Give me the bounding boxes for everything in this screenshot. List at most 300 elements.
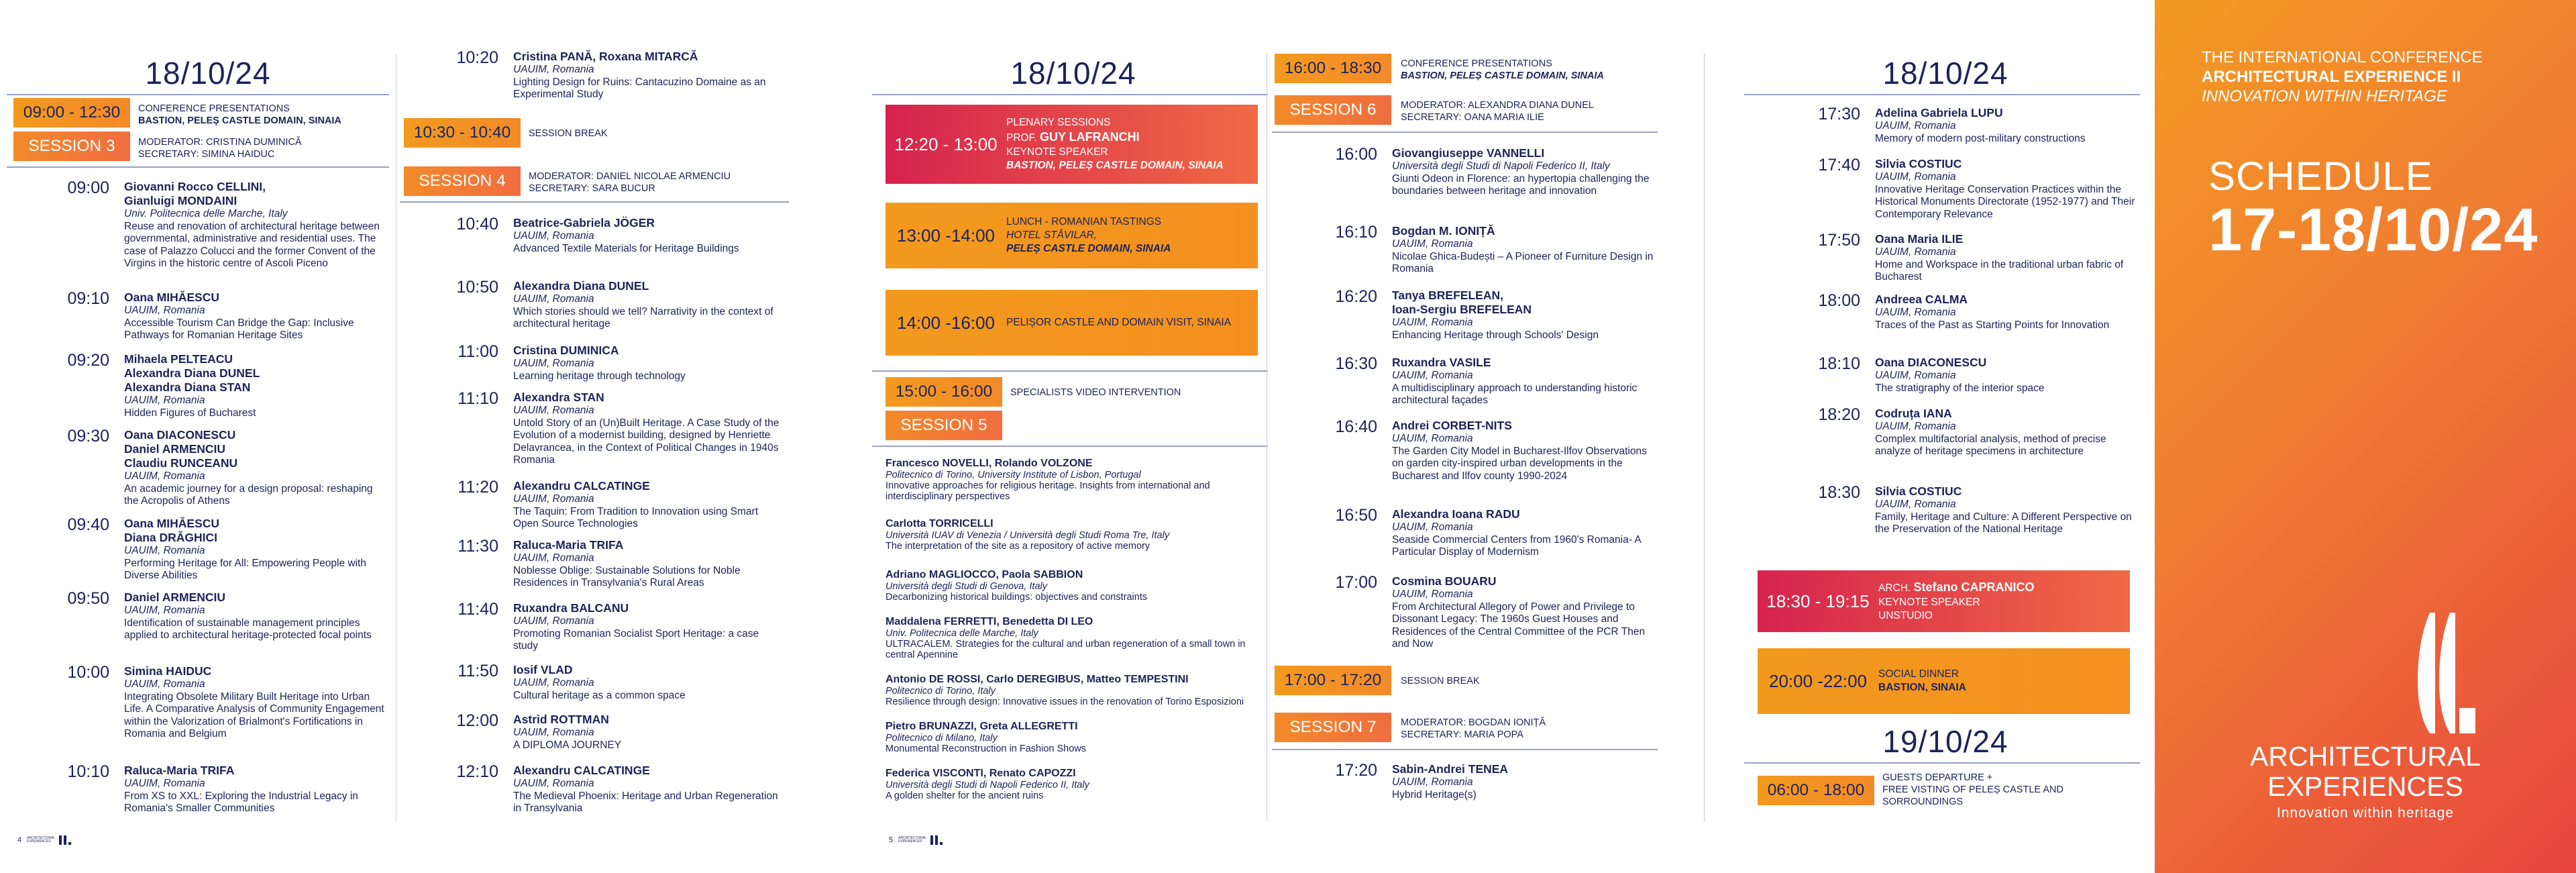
speaker-authors: Pietro BRUNAZZI, Greta ALLEGRETTI	[885, 721, 1078, 732]
talk-time: 16:30	[1335, 354, 1377, 373]
talk-affiliation: UAUIM, Romania	[513, 230, 594, 242]
talk-time: 17:40	[1818, 156, 1860, 174]
talk-affiliation: Univ. Politecnica delle Marche, Italy	[124, 208, 288, 219]
talk-affiliation: UAUIM, Romania	[1392, 776, 1473, 788]
talk-body	[1875, 407, 2137, 458]
dinner-block	[1758, 648, 2130, 714]
session5-label: SESSION 5	[885, 411, 1002, 440]
break1-label: SESSION BREAK	[529, 128, 608, 139]
talk-entry	[1771, 106, 2137, 145]
talk-authors: Silvia COSTIUC	[1875, 157, 1962, 170]
talk-affiliation: UAUIM, Romania	[1392, 521, 1473, 533]
schedule-heading: SCHEDULE	[2208, 154, 2433, 199]
visit-block	[885, 290, 1258, 356]
talk-time: 16:40	[1335, 417, 1377, 436]
talk-affiliation: UAUIM, Romania	[1875, 171, 1956, 183]
keynote-time: 18:30 - 19:15	[1766, 590, 1870, 611]
talk-time: 11:20	[458, 478, 498, 497]
talk-entry	[1288, 507, 1656, 559]
conference-line1: THE INTERNATIONAL CONFERENCE	[2202, 48, 2483, 66]
talk-authors: Beatrice-Gabriela JÖGER	[513, 216, 655, 229]
dinner-time: 20:00 -22:00	[1768, 670, 1867, 691]
talk-affiliation: UAUIM, Romania	[1392, 238, 1473, 250]
talk-authors: Alexandra STAN	[513, 391, 604, 404]
divider	[1272, 749, 1658, 750]
talk-title: Complex multifactorial analysis, method of precise analyze of heritage specimens in architecture	[1875, 433, 2106, 458]
talk-title: Enhancing Heritage through Schools' Design	[1392, 329, 1599, 341]
talk-title: Identification of sustainable management principles applied to architectural heritage-protected focal points	[124, 617, 372, 641]
talk-body	[513, 538, 785, 590]
page-number: 4	[17, 836, 22, 844]
talk-time: 16:00	[1335, 145, 1377, 164]
talk-entry	[1771, 232, 2137, 284]
talk-body	[513, 663, 785, 702]
page-right-date: 18/10/24	[1882, 56, 2008, 91]
talk-body	[124, 664, 386, 741]
talk-authors: Astrid ROTTMAN	[513, 713, 609, 726]
talk-affiliation: UAUIM, Romania	[124, 778, 205, 789]
talk-body	[124, 428, 386, 508]
speaker-authors: Federica VISCONTI, Renato CAPOZZI	[885, 768, 1076, 779]
talk-affiliation: UAUIM, Romania	[124, 470, 205, 482]
talk-entry	[409, 50, 785, 101]
talk-title: The Medieval Phoenix: Heritage and Urban Regeneration in Transylvania	[513, 790, 778, 815]
keynote-prefix: ARCH.	[1878, 582, 1914, 595]
talk-affiliation: UAUIM, Romania	[1875, 499, 1956, 510]
talk-title: Advanced Textile Materials for Heritage Buildings	[513, 242, 739, 254]
talk-title: An academic journey for a design proposal: reshaping the Acropolis of Athens	[124, 482, 373, 507]
talk-affiliation: UAUIM, Romania	[1875, 421, 1956, 432]
speaker-affiliation: Politecnico di Torino, Italy	[885, 686, 996, 697]
speaker-title: ULTRACALEM. Strategies for the cultural and urban regeneration of a small town in central Apennine	[885, 639, 1246, 660]
talk-authors: Giovangiuseppe VANNELLI	[1392, 146, 1545, 160]
talk-body	[1392, 146, 1656, 198]
talk-time: 10:10	[67, 762, 109, 781]
talk-title: Innovative Heritage Conservation Practices within the Historical Monuments Directorate (1952-1977) and Their Contemporary Relevance	[1875, 183, 2135, 220]
talk-body	[513, 764, 785, 815]
talk-entry	[20, 352, 386, 419]
talk-time: 17:00	[1335, 573, 1377, 592]
lunch-line2: HOTEL STÂVILAR,	[1006, 229, 1097, 241]
talk-title: Giunti Odeon in Florence: an hypertopia challenging the boundaries between heritage and innovation	[1392, 172, 1650, 197]
departure-time: 06:00 - 18:00	[1758, 776, 1874, 805]
talk-body	[1392, 507, 1656, 559]
plenary-block	[885, 105, 1258, 184]
speaker-authors: Antonio DE ROSSI, Carlo DEREGIBUS, Matteo TEMPESTINI	[885, 674, 1189, 685]
talk-entry	[1771, 484, 2137, 536]
break2-label: SESSION BREAK	[1401, 676, 1480, 686]
talk-time: 11:50	[458, 662, 498, 680]
visit-time: 14:00 -16:00	[896, 312, 995, 333]
session3-label: SESSION 3	[13, 132, 130, 161]
talk-title: Learning heritage through technology	[513, 370, 686, 382]
divider	[7, 94, 389, 95]
talk-authors: Oana MIHĂESCU	[124, 291, 219, 304]
talk-body	[1392, 289, 1656, 342]
talk-time: 17:20	[1335, 761, 1377, 780]
divider	[872, 446, 1268, 447]
speaker-title: A golden shelter for the ancient ruins	[885, 790, 1044, 801]
talk-authors: Alexandra Ioana RADU	[1392, 507, 1520, 521]
divider	[400, 201, 789, 203]
talk-authors: Oana MIHĂESCU Diana DRĂGHICI	[124, 517, 219, 544]
session4-label: SESSION 4	[404, 166, 521, 196]
talk-authors: Oana Maria ILIE	[1875, 232, 1964, 246]
speaker-entry	[885, 518, 1261, 552]
footer-brand: ARCHITECTURAL EXPERIENCES	[27, 836, 55, 843]
brand-tagline: Innovation within heritage	[2276, 805, 2455, 821]
departure-line1: GUESTS DEPARTURE +	[1882, 772, 1993, 783]
talk-affiliation: UAUIM, Romania	[513, 615, 594, 627]
talk-authors: Cristina PANĂ, Roxana MITARCĂ	[513, 50, 698, 63]
talk-body	[513, 344, 785, 382]
talk-time: 18:20	[1818, 405, 1860, 424]
talk-time: 18:10	[1818, 354, 1860, 373]
talk-authors: Alexandru CALCATINGE	[513, 764, 650, 777]
keynote-block	[1758, 570, 2130, 632]
brand-line2: EXPERIENCES	[2267, 771, 2463, 803]
talk-body	[513, 50, 785, 101]
speaker-affiliation: Università degli Studi di Genova, Italy	[885, 581, 1047, 592]
talk-entry	[409, 601, 785, 653]
talk-title: A multidisciplinary approach to understanding historic architectural façades	[1392, 382, 1638, 407]
talk-entry	[1771, 293, 2137, 331]
talk-authors: Simina HAIDUC	[124, 664, 212, 678]
talk-entry	[409, 538, 785, 590]
divider	[1744, 762, 2140, 764]
lunch-desc	[1006, 215, 1171, 256]
talk-affiliation: UAUIM, Romania	[1392, 370, 1473, 381]
plenary-speaker: GUY LAFRANCHI	[1039, 130, 1140, 144]
talk-title: A DIPLOMA JOURNEY	[513, 739, 622, 751]
talk-title: From XS to XXL: Exploring the Industrial Legacy in Romania's Smaller Communities	[124, 790, 358, 815]
brand-line1: ARCHITECTURAL	[2250, 741, 2481, 772]
talk-body	[124, 764, 386, 815]
talk-affiliation: UAUIM, Romania	[513, 727, 594, 738]
talk-authors: Raluca-Maria TRIFA	[513, 538, 624, 552]
talk-body	[1875, 157, 2137, 221]
talk-time: 11:30	[458, 537, 498, 556]
talk-entry	[409, 764, 785, 815]
talk-body	[1875, 232, 2137, 284]
talk-title: Lighting Design for Ruins: Cantacuzino Domaine as an Experimental Study	[513, 76, 766, 101]
talk-entry	[20, 517, 386, 582]
talk-affiliation: UAUIM, Romania	[513, 778, 594, 789]
keynote-line2: KEYNOTE SPEAKER	[1878, 596, 1980, 608]
talk-title: Nicolae Ghica-Budești – A Pioneer of Furniture Design in Romania	[1392, 250, 1654, 275]
talk-authors: Silvia COSTIUC	[1875, 484, 1962, 498]
talk-body	[513, 216, 785, 255]
talk-authors: Giovanni Rocco CELLINI, Gianluigi MONDAINI	[124, 180, 266, 207]
talk-entry	[1288, 289, 1656, 342]
talk-affiliation: UAUIM, Romania	[513, 405, 594, 416]
departure-line3: SORROUNDINGS	[1882, 797, 1964, 808]
speaker-authors: Carlotta TORRICELLI	[885, 518, 994, 529]
session7-label: SESSION 7	[1275, 713, 1391, 742]
plenary-desc	[1006, 116, 1224, 172]
footer-mid	[889, 835, 943, 845]
talk-entry	[1288, 762, 1656, 801]
talk-body	[1875, 484, 2137, 536]
talk-entry	[1771, 407, 2137, 458]
break1-time: 10:30 - 10:40	[404, 118, 521, 148]
block16-desc	[1401, 58, 1604, 82]
divider	[1744, 94, 2140, 95]
talk-entry	[409, 391, 785, 467]
talk-time: 09:30	[67, 427, 109, 446]
talk-title: Family, Heritage and Culture: A Different Perspective on the Preservation of the National Heritage	[1875, 511, 2132, 535]
block1-line2: BASTION, PELEȘ CASTLE DOMAIN, SINAIA	[138, 115, 341, 127]
talk-authors: Adelina Gabriela LUPU	[1875, 106, 2003, 119]
session3-desc	[138, 136, 302, 160]
talk-authors: Tanya BREFELEAN, Ioan-Sergiu BREFELEAN	[1392, 289, 1532, 316]
talk-authors: Raluca-Maria TRIFA	[124, 764, 235, 777]
talk-entry	[20, 664, 386, 741]
talk-authors: Iosif VLAD	[513, 663, 573, 676]
talk-title: Seaside Commercial Centers from 1960's Romania- A Particular Display of Modernism	[1392, 533, 1641, 558]
talk-title: Hybrid Heritage(s)	[1392, 788, 1477, 801]
speaker-affiliation: Politecnico di Torino, University Institute of Lisbon, Portugal	[885, 470, 1141, 480]
talk-time: 10:40	[456, 215, 498, 234]
talk-time: 09:50	[67, 589, 109, 608]
talk-entry	[409, 479, 785, 531]
session7-moderator: MODERATOR: BOGDAN IONIȚĂ	[1401, 717, 1546, 728]
video-label: SPECIALISTS VIDEO INTERVENTION	[1010, 387, 1181, 398]
session4-desc	[529, 170, 731, 195]
talk-authors: Oana DIACONESCU	[1875, 356, 1987, 369]
talk-title: The Taquin: From Tradition to Innovation using Smart Open Source Technologies	[513, 505, 759, 530]
talk-time: 09:20	[67, 351, 109, 370]
talk-time: 10:00	[67, 663, 109, 682]
keynote-line3: UNSTUDIO	[1878, 609, 1933, 621]
talk-affiliation: UAUIM, Romania	[1875, 370, 1956, 381]
speaker-entry	[885, 674, 1261, 707]
session6-secretary: SECRETARY: OANA MARIA ILIE	[1401, 112, 1544, 123]
logo-icon	[59, 835, 71, 845]
talk-time: 17:30	[1818, 105, 1860, 123]
talk-time: 11:10	[458, 389, 498, 408]
cover-panel	[2155, 0, 2576, 873]
speaker-entry	[885, 768, 1261, 801]
footer-left	[17, 835, 71, 845]
session6-label: SESSION 6	[1275, 95, 1391, 125]
talk-time: 11:40	[458, 600, 498, 619]
talk-time: 12:00	[456, 711, 498, 730]
plenary-time: 12:20 - 13:00	[894, 134, 998, 154]
page-mid-date: 18/10/24	[1010, 56, 1136, 91]
talk-entry	[20, 180, 386, 270]
talk-authors: Bogdan M. IONIȚĂ	[1392, 224, 1495, 238]
divider	[872, 370, 1268, 372]
talk-affiliation: UAUIM, Romania	[513, 493, 594, 505]
dinner-desc	[1878, 668, 1966, 695]
talk-authors: Cristina DUMINICA	[513, 344, 619, 357]
talk-title: Home and Workspace in the traditional urban fabric of Bucharest	[1875, 258, 2124, 283]
talk-authors: Alexandru CALCATINGE	[513, 479, 650, 493]
talk-title: From Architectural Allegory of Power and Privilege to Dissonant Legacy: The 1960s Guest Houses and Residences of the Central Committee of the PCR Then and Now	[1392, 601, 1646, 650]
talk-authors: Cosmina BOUARU	[1392, 574, 1497, 588]
conference-line2: ARCHITECTURAL EXPERIENCE II	[2202, 67, 2461, 86]
column-divider	[1704, 54, 1705, 822]
talk-affiliation: UAUIM, Romania	[124, 395, 205, 406]
talk-title: The stratigraphy of the interior space	[1875, 382, 2045, 394]
talk-body	[1392, 419, 1656, 482]
speaker-affiliation: Politecnico di Milano, Italy	[885, 733, 998, 743]
footer-brand: ARCHITECTURAL EXPERIENCES	[898, 836, 926, 843]
talk-affiliation: UAUIM, Romania	[1392, 588, 1473, 600]
speaker-entry	[885, 458, 1261, 502]
plenary-line3: KEYNOTE SPEAKER	[1006, 146, 1108, 158]
talk-title: Memory of modern post-military constructions	[1875, 132, 2086, 144]
plenary-venue: BASTION, PELEȘ CASTLE DOMAIN, SINAIA	[1006, 159, 1224, 171]
divider	[7, 166, 389, 168]
speaker-title: Innovative approaches for religious heritage. Insights from international and interdisciplinary perspectives	[885, 480, 1210, 502]
talk-affiliation: UAUIM, Romania	[124, 678, 205, 690]
block16-line2: BASTION, PELEȘ CASTLE DOMAIN, SINAIA	[1401, 70, 1604, 82]
talk-body	[124, 517, 386, 582]
talk-entry	[20, 291, 386, 342]
session7-desc	[1401, 717, 1546, 741]
talk-body	[1392, 356, 1656, 407]
brand-name	[2155, 741, 2576, 802]
talk-authors: Andrei CORBET-NITS	[1392, 419, 1512, 432]
block16-line1: CONFERENCE PRESENTATIONS	[1401, 58, 1552, 69]
talk-time: 16:20	[1335, 287, 1377, 306]
speaker-authors: Adriano MAGLIOCCO, Paola SABBION	[885, 569, 1083, 580]
talk-time: 12:10	[456, 762, 498, 781]
talk-authors: Oana DIACONESCU Daniel ARMENCIU Claudiu RUNCEANU	[124, 428, 238, 470]
talk-affiliation: UAUIM, Romania	[1875, 120, 1956, 132]
talk-title: Performing Heritage for All: Empowering People with Diverse Abilities	[124, 557, 366, 582]
keynote-speaker: Stefano CAPRANICO	[1913, 580, 2035, 595]
dinner-line1: SOCIAL DINNER	[1878, 668, 1960, 680]
speaker-affiliation: Università IUAV di Venezia / Università degli Studi Roma Tre, Italy	[885, 530, 1170, 541]
talk-affiliation: UAUIM, Romania	[513, 64, 594, 75]
talk-entry	[1288, 356, 1656, 407]
logo-icon	[930, 835, 943, 845]
talk-affiliation: UAUIM, Romania	[513, 293, 594, 305]
talk-entry	[409, 344, 785, 382]
speaker-title: Monumental Reconstruction in Fashion Shows	[885, 743, 1087, 754]
talk-affiliation: Università degli Studi di Napoli Federico II, Italy	[1392, 160, 1610, 172]
talk-title: Integrating Obsolete Military Built Heritage into Urban Life. A Comparative Analysis of Community Engagement within the Valorization of Brialmont's Fortifications in Romania and Belgium	[124, 690, 384, 740]
speaker-entry	[885, 616, 1261, 660]
talk-body	[1875, 293, 2137, 331]
talk-title: Which stories should we tell? Narrativity in the context of architectural heritage	[513, 305, 773, 330]
talk-body	[124, 291, 386, 342]
block1-desc	[138, 103, 341, 127]
divider	[872, 94, 1268, 95]
speaker-entry	[885, 721, 1261, 754]
talk-time: 09:40	[67, 515, 109, 534]
talk-affiliation: UAUIM, Romania	[1875, 246, 1956, 258]
talk-entry	[409, 279, 785, 331]
lunch-line3: PELEȘ CASTLE DOMAIN, SINAIA	[1006, 243, 1171, 255]
talk-entry	[1771, 157, 2137, 221]
talk-affiliation: UAUIM, Romania	[1875, 307, 1956, 318]
lunch-block	[885, 203, 1258, 268]
talk-entry	[409, 663, 785, 702]
talk-authors: Daniel ARMENCIU	[124, 590, 226, 604]
talk-title: Hidden Figures of Bucharest	[124, 407, 256, 419]
conference-line3: INNOVATION WITHIN HERITAGE	[2202, 87, 2447, 105]
talk-time: 10:20	[456, 48, 498, 67]
talk-body	[513, 601, 785, 653]
conference-title	[2202, 48, 2483, 106]
session7-secretary: SECRETARY: MARIA POPA	[1401, 729, 1523, 741]
block16-time: 16:00 - 18:30	[1275, 54, 1391, 83]
talk-body	[513, 479, 785, 531]
session3-moderator: MODERATOR: CRISTINA DUMINICĂ	[138, 137, 302, 148]
talk-title: Accessible Tourism Can Bridge the Gap: Inclusive Pathways for Romanian Heritage Sites	[124, 317, 354, 342]
talk-entry	[1288, 419, 1656, 482]
speaker-title: Decarbonizing historical buildings: objectives and constraints	[885, 592, 1148, 603]
talk-body	[1875, 356, 2137, 395]
talk-authors: Sabin-Andrei TENEA	[1392, 762, 1509, 776]
talk-entry	[1771, 356, 2137, 395]
block1-line1: CONFERENCE PRESENTATIONS	[138, 103, 290, 114]
talk-authors: Ruxandra BALCANU	[513, 601, 629, 615]
departure-line2: FREE VISTING OF PELEȘ CASTLE AND	[1882, 784, 2063, 796]
talk-body	[1875, 106, 2137, 145]
talk-time: 16:50	[1335, 506, 1377, 525]
talk-entry	[1288, 224, 1656, 276]
speaker-entry	[885, 569, 1261, 603]
lunch-line1: LUNCH - ROMANIAN TASTINGS	[1006, 215, 1162, 227]
talk-time: 10:50	[456, 278, 498, 297]
talk-body	[124, 180, 386, 270]
talk-affiliation: UAUIM, Romania	[1392, 433, 1473, 444]
talk-body	[513, 713, 785, 752]
talk-time: 16:10	[1335, 223, 1377, 242]
talk-authors: Ruxandra VASILE	[1392, 356, 1491, 369]
talk-title: Untold Story of an (Un)Built Heritage. A Case Study of the Evolution of a modernist building, designed by Henriette Delavrancea, in the Context of Political Changes in 1940s Romania	[513, 417, 780, 466]
visit-desc: PELIȘOR CASTLE AND DOMAIN VISIT, SINAIA	[1006, 316, 1232, 328]
talk-entry	[1288, 146, 1656, 198]
video-time: 15:00 - 16:00	[885, 377, 1002, 407]
ae-logo-icon	[2415, 607, 2475, 736]
talk-affiliation: UAUIM, Romania	[513, 358, 594, 369]
talk-time: 09:10	[67, 289, 109, 308]
speaker-affiliation: Università degli Studi di Napoli Federico II, Italy	[885, 780, 1089, 790]
talk-authors: Alexandra Diana DUNEL	[513, 279, 649, 293]
talk-title: Noblesse Oblige: Sustainable Solutions for Noble Residences in Transylvania's Rural Areas	[513, 564, 741, 589]
plenary-line1: PLENARY SESSIONS	[1006, 117, 1111, 129]
talk-body	[1392, 224, 1656, 276]
session6-desc	[1401, 99, 1594, 123]
page-number: 5	[889, 836, 894, 844]
lunch-time: 13:00 -14:00	[896, 225, 995, 246]
talk-time: 09:00	[67, 178, 109, 197]
talk-entry	[20, 428, 386, 508]
departure-desc	[1882, 772, 2063, 808]
session4-moderator: MODERATOR: DANIEL NICOLAE ARMENCIU	[529, 171, 731, 182]
talk-time: 17:50	[1818, 231, 1860, 250]
talk-time: 11:00	[458, 342, 498, 361]
talk-title: Promoting Romanian Socialist Sport Heritage: a case study	[513, 627, 759, 652]
session6-moderator: MODERATOR: ALEXANDRA DIANA DUNEL	[1401, 100, 1594, 111]
talk-affiliation: UAUIM, Romania	[1392, 317, 1473, 328]
plenary-prefix: PROF.	[1006, 132, 1040, 144]
talk-entry	[409, 713, 785, 752]
schedule-dates: 17-18/10/24	[2208, 197, 2538, 264]
speaker-title: The interpretation of the site as a repository of active memory	[885, 541, 1150, 552]
talk-affiliation: UAUIM, Romania	[124, 305, 205, 316]
talk-title: Reuse and renovation of architectural heritage between governmental, administrative and residential uses. The case of Palazzo Colucci and the former Convent of the Virgins in the historic centre of Ascoli Piceno	[124, 220, 380, 270]
talk-authors: Codruța IANA	[1875, 407, 1952, 420]
talk-affiliation: UAUIM, Romania	[124, 545, 205, 556]
speaker-authors: Maddalena FERRETTI, Benedetta DI LEO	[885, 616, 1093, 627]
